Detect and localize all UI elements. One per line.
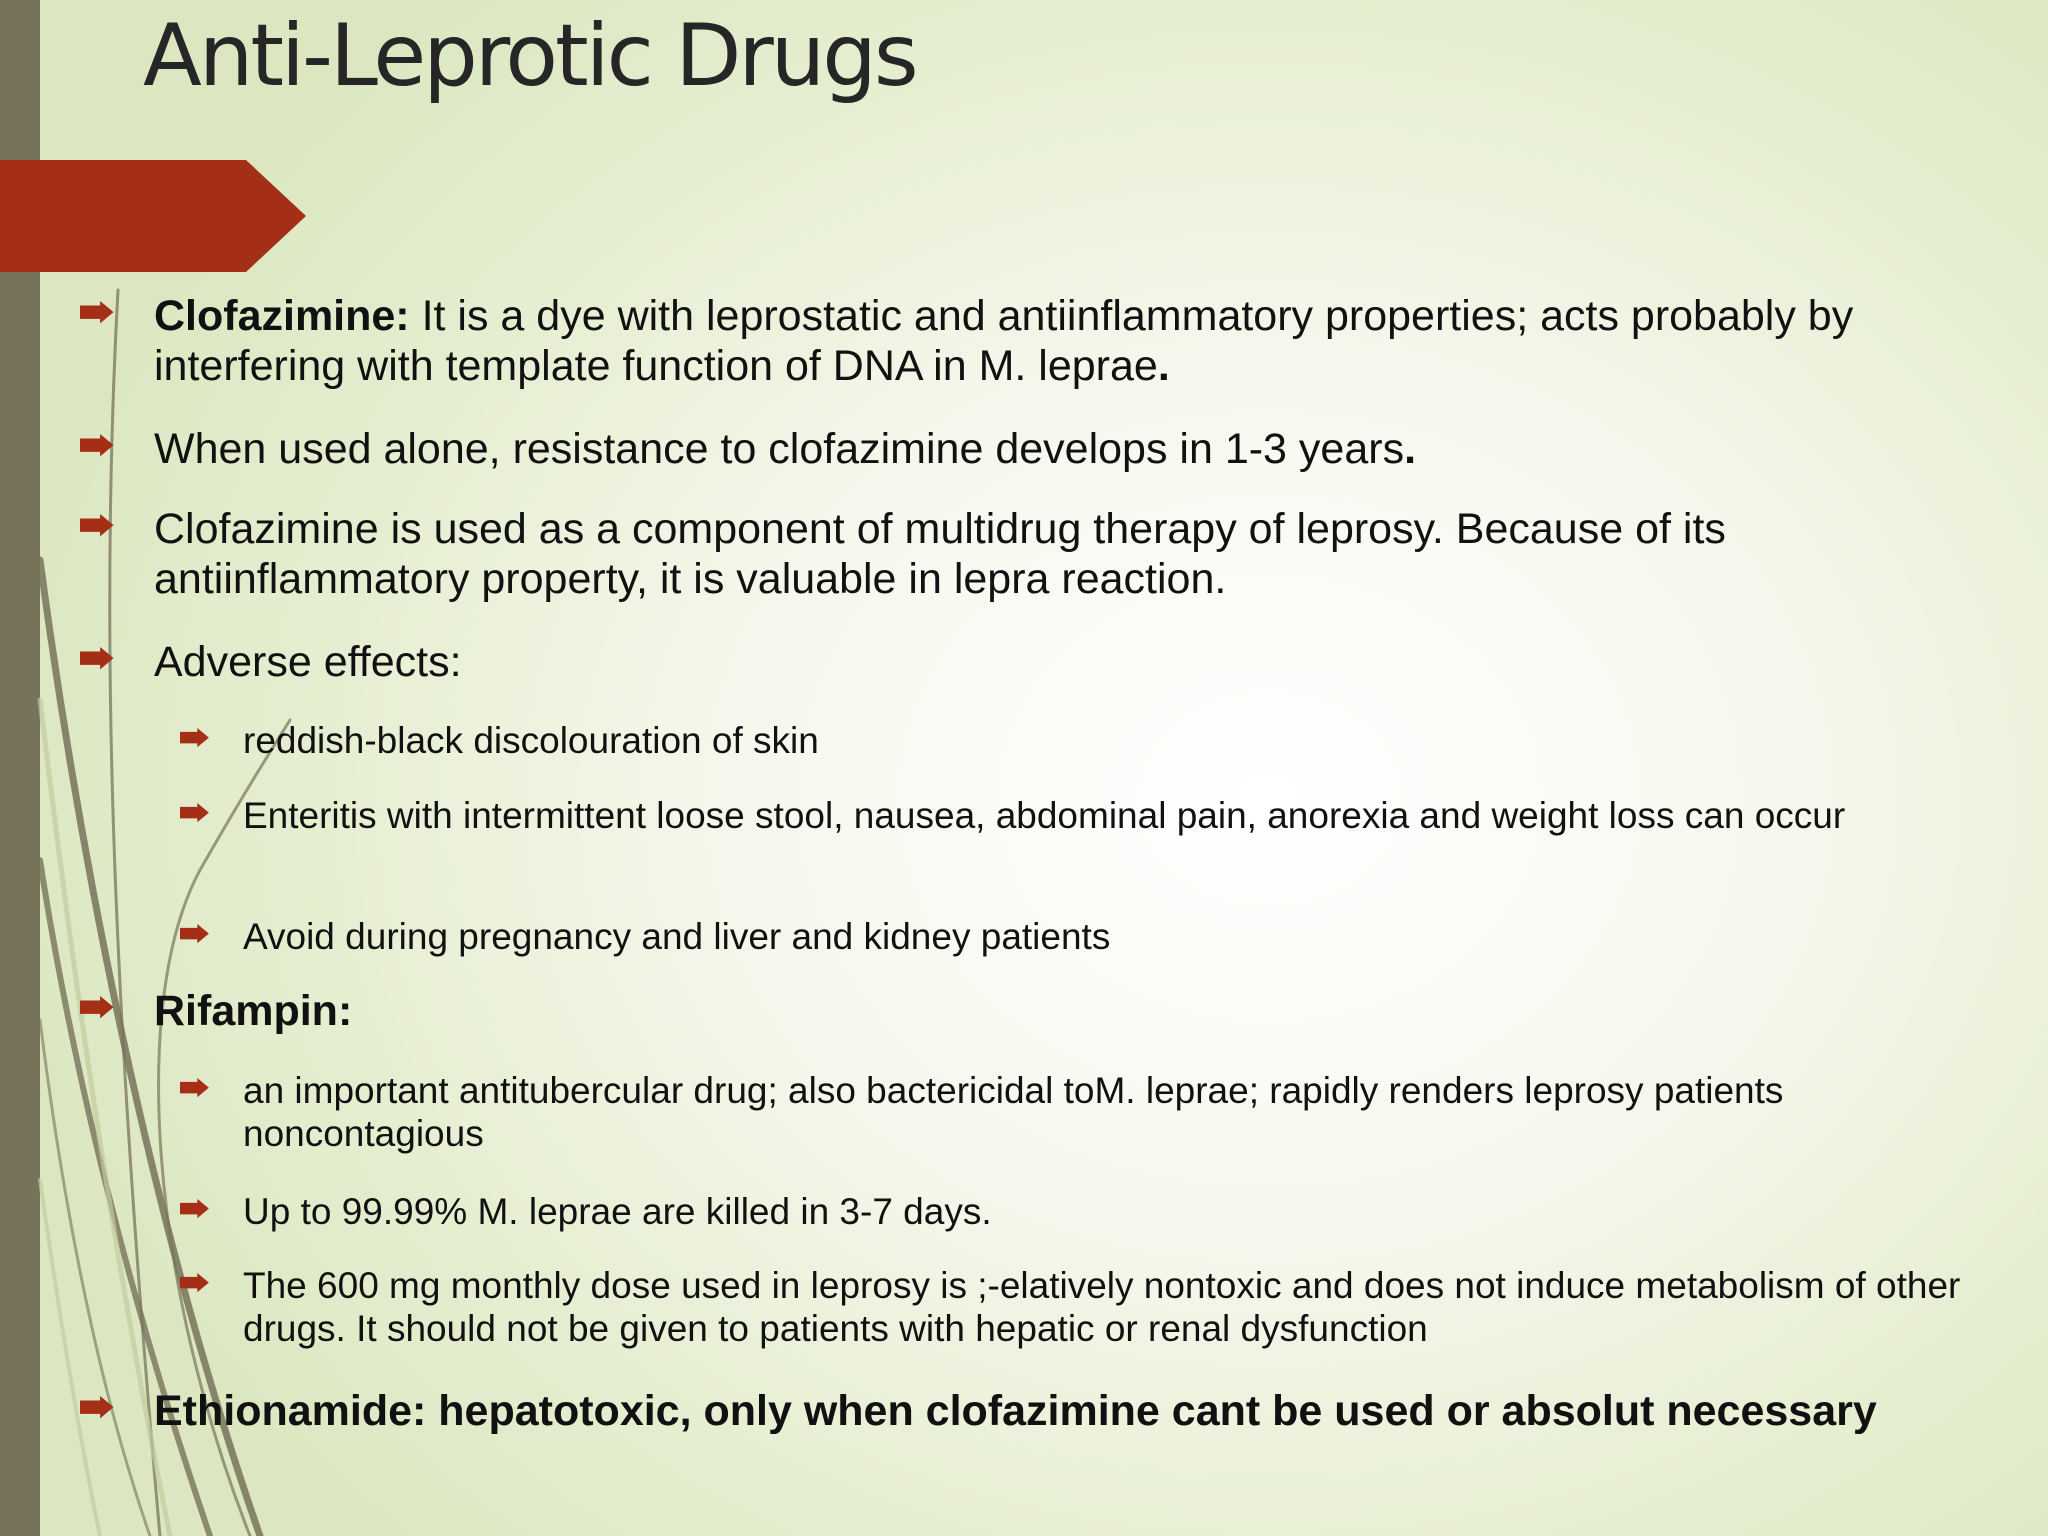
ethionamide-text: Ethionamide: hepatotoxic, only when clofazimine cant be used or absolut necessary: [154, 1387, 1877, 1435]
sub-bullet-rifampin-antitubercular: [243, 1070, 2033, 1156]
clofazimine-period: .: [1157, 341, 1170, 390]
adverse-item-text: reddish-black discolouration of skin: [243, 720, 819, 761]
adverse-effects-heading: Adverse effects:: [154, 638, 462, 686]
arrow-bullet-icon: [180, 1078, 209, 1097]
adverse-item-text: Avoid during pregnancy and liver and kidney patients: [243, 916, 1111, 957]
bullet-multidrug-component: [154, 505, 2014, 605]
resistance-period: .: [1404, 425, 1417, 473]
rifampin-item-text: an important antitubercular drug; also bactericidal toM. leprae; rapidly renders leprosy patients noncontagious: [243, 1070, 1784, 1154]
bullet-resistance: [154, 425, 2014, 475]
arrow-bullet-icon: [180, 1273, 209, 1292]
slide-title: Anti-Leprotic Drugs: [143, 6, 916, 106]
sub-bullet-rifampin-dose: [243, 1265, 2013, 1351]
arrow-bullet-icon: [80, 434, 114, 456]
bullet-clofazimine: [154, 292, 2014, 392]
clofazimine-text: It is a dye with leprostatic and antiinflammatory properties; acts probably by interfering with template function of DNA in M. leprae: [154, 292, 1854, 390]
sub-bullet-avoid-pregnancy: [243, 916, 2013, 959]
bullet-rifampin: [154, 987, 2014, 1037]
arrow-bullet-icon: [80, 996, 114, 1018]
arrow-bullet-icon: [80, 1396, 114, 1418]
bullet-adverse-effects: [154, 638, 2014, 688]
arrow-bullet-icon: [180, 924, 209, 943]
bullet-ethionamide: [154, 1387, 1914, 1437]
adverse-item-text: Enteritis with intermittent loose stool, nausea, abdominal pain, anorexia and weight loss can occur: [243, 795, 1846, 836]
rifampin-heading: Rifampin:: [154, 987, 353, 1035]
rifampin-item-text: The 600 mg monthly dose used in leprosy is ;-elatively nontoxic and does not induce metabolism of other drugs. It should not be given to patients with hepatic or renal dysfunction: [243, 1265, 1961, 1349]
sub-bullet-skin-discolouration: [243, 720, 2013, 763]
arrow-bullet-icon: [180, 803, 209, 822]
arrow-bullet-icon: [180, 728, 209, 747]
arrow-bullet-icon: [180, 1199, 209, 1218]
component-text: Clofazimine is used as a component of multidrug therapy of leprosy. Because of its antiinflammatory property, it is valuable in lepra reaction.: [154, 505, 1726, 603]
sub-bullet-enteritis: [243, 795, 2013, 838]
sub-bullet-rifampin-kill-rate: [243, 1191, 2013, 1234]
arrow-bullet-icon: [80, 647, 114, 669]
arrow-bullet-icon: [80, 301, 114, 323]
clofazimine-label: Clofazimine:: [154, 292, 410, 340]
resistance-text: When used alone, resistance to clofazimine develops in 1-3 years: [154, 425, 1405, 473]
rifampin-item-text: Up to 99.99% M. leprae are killed in 3-7 days.: [243, 1191, 992, 1232]
arrow-bullet-icon: [80, 514, 114, 536]
